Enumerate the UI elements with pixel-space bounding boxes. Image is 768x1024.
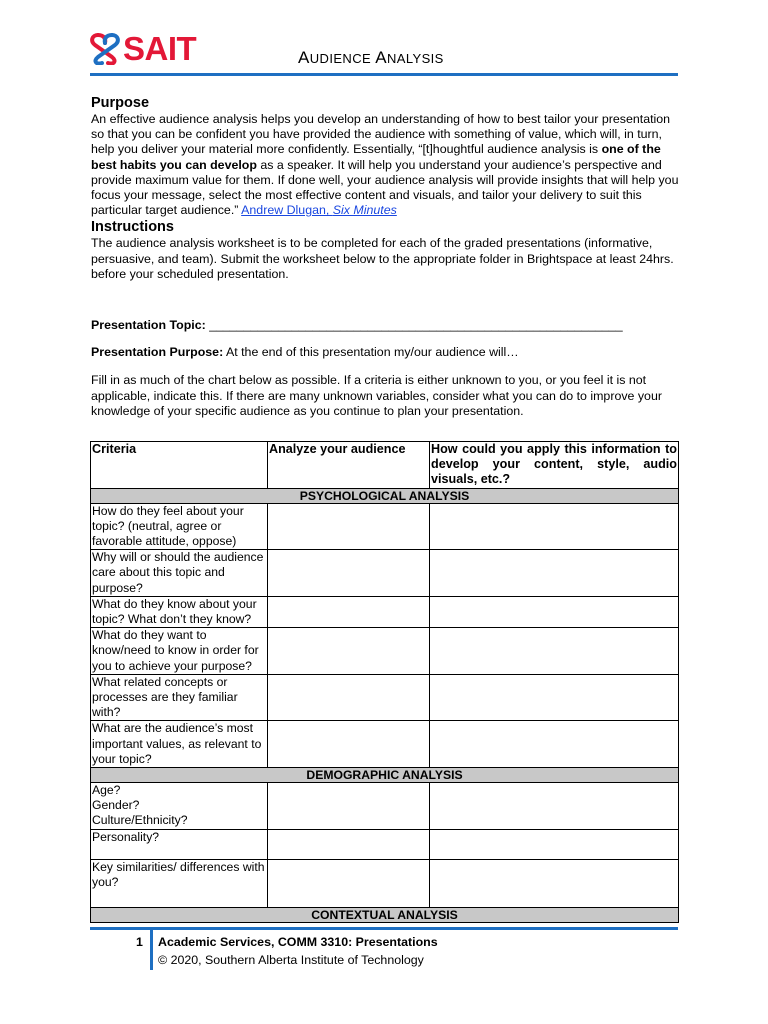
- criteria-cell: Key similarities/ differences with you?: [91, 859, 268, 907]
- fill-in-instructions: Fill in as much of the chart below as possible. If a criteria is either unknown to you, or you feel it is not applicable, indicate this. If there are many unknown variables, consider what you can do to improve your knowledge of your specific audience as you continue to plan your presentation.: [91, 373, 662, 418]
- section-contextual: CONTEXTUAL ANALYSIS: [91, 907, 679, 922]
- apply-cell[interactable]: [430, 859, 679, 907]
- sait-logo: [90, 31, 196, 65]
- criteria-cell: Why will or should the audience care about this topic and purpose?: [91, 550, 268, 597]
- purpose-paragraph: An effective audience analysis helps you develop an understanding of how to best tailor your presentation so that you can be confident you have provided the audience with something of value, which will, in turn, help you deliver your material more confidently. Essentially, “[t]houghtful audience analysis is one of the best habits you can develop as a speaker. It will help you understand your audience’s perspective and provide maximum value for them. If done well, your audience analysis will provide insights that will help you focus your message, select the most effective content and visuals, and tailor your delivery to suit this particular target audience.” Andrew Dlugan, Six Minutes: [91, 112, 679, 218]
- apply-cell[interactable]: [430, 674, 679, 721]
- criteria-cell: How do they feel about your topic? (neutral, agree or favorable attitude, oppose): [91, 503, 268, 550]
- section-demographic: DEMOGRAPHIC ANALYSIS: [91, 768, 679, 783]
- analyze-cell[interactable]: [268, 503, 430, 550]
- apply-cell[interactable]: [430, 550, 679, 597]
- presentation-purpose-line: Presentation Purpose: At the end of this presentation my/our audience will…: [91, 345, 519, 360]
- instructions-paragraph: The audience analysis worksheet is to be completed for each of the graded presentations (informative, persuasive, and team). Submit the worksheet below to the appropriate folder in Brightspace at least 24hrs. before your scheduled presentation.: [91, 236, 674, 281]
- table-row: [91, 783, 679, 830]
- source-link[interactable]: Andrew Dlugan, Six Minutes: [241, 203, 397, 218]
- footer-course: Academic Services, COMM 3310: Presentations: [158, 935, 438, 949]
- criteria-cell: What are the audience’s most important values, as relevant to your topic?: [91, 721, 268, 768]
- apply-cell[interactable]: [430, 829, 679, 859]
- table-header-row: [91, 442, 679, 489]
- header-divider: [90, 73, 678, 76]
- topic-blank-field[interactable]: ____________________________________________________________: [205, 318, 623, 333]
- analyze-cell[interactable]: [268, 783, 430, 830]
- criteria-cell: What do they know about your topic? What don’t they know?: [91, 596, 268, 627]
- table-row: [91, 503, 679, 550]
- audience-analysis-table: [90, 441, 679, 923]
- analyze-cell[interactable]: [268, 859, 430, 907]
- apply-cell[interactable]: [430, 503, 679, 550]
- footer-vertical-bar: [150, 930, 153, 970]
- criteria-cell: What related concepts or processes are they familiar with?: [91, 674, 268, 721]
- table-row: [91, 596, 679, 627]
- table-row: [91, 859, 679, 907]
- apply-cell[interactable]: [430, 628, 679, 675]
- criteria-cell: What do they want to know/need to know in order for you to achieve your purpose?: [91, 628, 268, 675]
- analyze-cell[interactable]: [268, 829, 430, 859]
- table-row: [91, 721, 679, 768]
- header-analyze: Analyze your audience: [268, 442, 430, 489]
- header-apply: How could you apply this information to develop your content, style, audio visuals, etc.?: [431, 442, 677, 487]
- page-number: 1: [136, 935, 143, 949]
- presentation-topic-line: [91, 318, 679, 333]
- table-row: [91, 829, 679, 859]
- footer-divider: [90, 927, 678, 930]
- apply-cell[interactable]: [430, 596, 679, 627]
- analyze-cell[interactable]: [268, 721, 430, 768]
- purpose-label: Presentation Purpose:: [91, 345, 224, 360]
- footer-copyright: © 2020, Southern Alberta Institute of Technology: [158, 953, 424, 967]
- topic-label: Presentation Topic:: [91, 318, 206, 333]
- document-title: AUDIENCE ANALYSIS: [298, 48, 444, 67]
- apply-cell[interactable]: [430, 721, 679, 768]
- criteria-cell: Personality?: [91, 829, 268, 859]
- criteria-cell: Age? Gender? Culture/Ethnicity?: [91, 783, 268, 830]
- analyze-cell[interactable]: [268, 674, 430, 721]
- instructions-heading: Instructions: [91, 219, 174, 236]
- page-header: [90, 28, 678, 76]
- analyze-cell[interactable]: [268, 628, 430, 675]
- logo-text: SAIT: [123, 29, 197, 67]
- analyze-cell[interactable]: [268, 596, 430, 627]
- purpose-heading: Purpose: [91, 95, 150, 111]
- section-psychological: PSYCHOLOGICAL ANALYSIS: [91, 488, 679, 503]
- page-content: [91, 95, 679, 419]
- table-row: [91, 550, 679, 597]
- sait-knot-icon: [90, 31, 120, 65]
- apply-cell[interactable]: [430, 783, 679, 830]
- header-criteria: Criteria: [91, 442, 268, 489]
- table-row: [91, 674, 679, 721]
- table-row: [91, 628, 679, 675]
- analyze-cell[interactable]: [268, 550, 430, 597]
